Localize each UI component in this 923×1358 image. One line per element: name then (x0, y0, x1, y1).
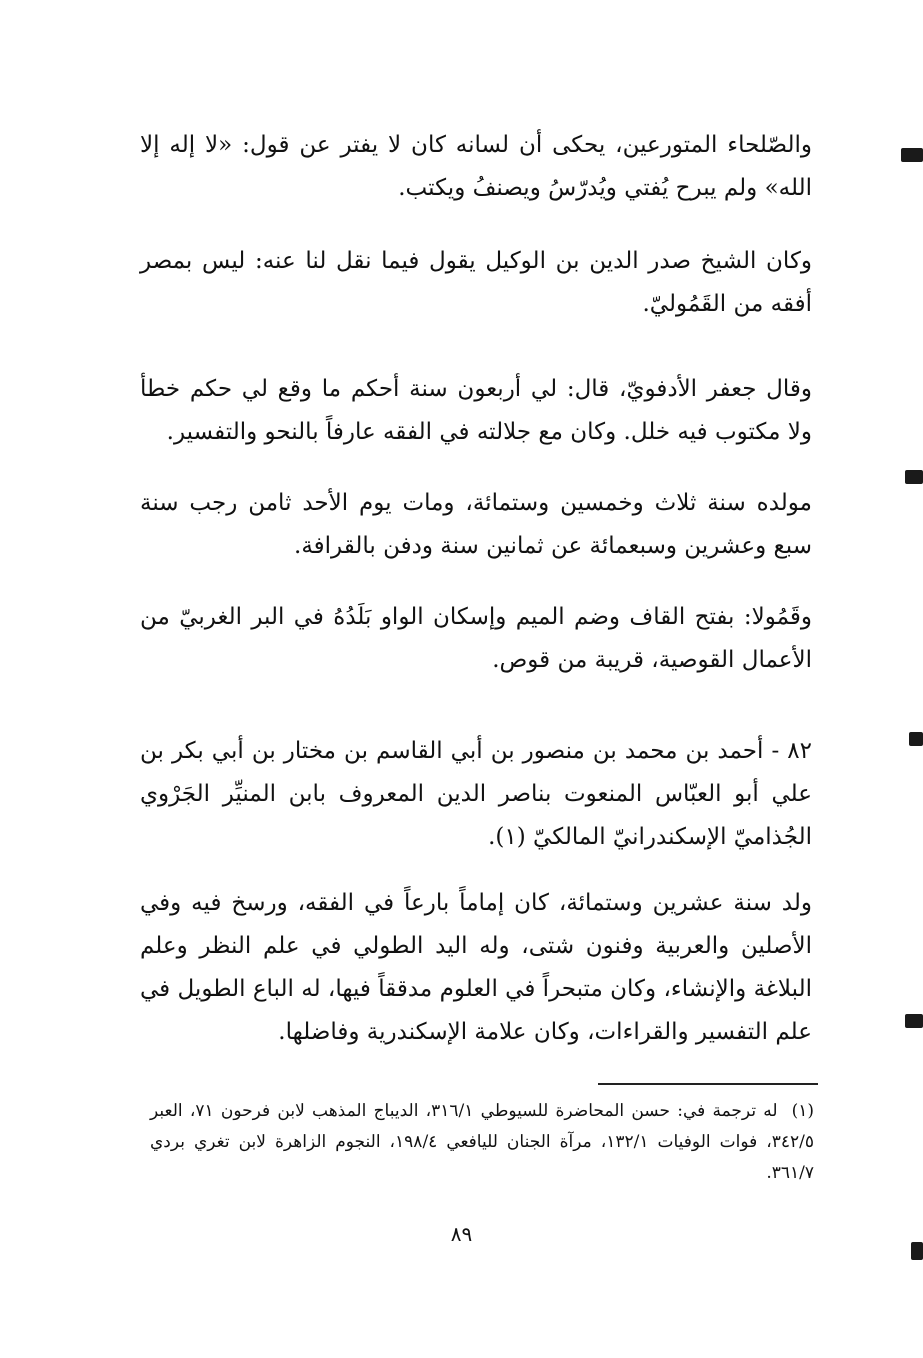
page-number: ٨٩ (450, 1222, 473, 1246)
footnote-number: (١) (791, 1101, 815, 1121)
paragraph-2: وكان الشيخ صدر الدين بن الوكيل يقول فيما نقل لنا عنه: ليس بمصر أفقه من القَمُوليّ. (140, 248, 812, 317)
margin-mark (905, 1014, 923, 1028)
margin-mark (909, 732, 923, 746)
paragraph-5: وقَمُولا: بفتح القاف وضم الميم وإسكان الواو بَلَدُهُ في البر الغربيّ من الأعمال القوصية، قريبة من قوص. (140, 604, 812, 673)
margin-mark (905, 470, 923, 484)
footnote-divider (598, 1083, 818, 1085)
footnote (150, 1096, 814, 1189)
footnote-text: له ترجمة في: حسن المحاضرة للسيوطي ٣١٦/١، الديباج المذهب لابن فرحون ٧١، العبر ٣٤٢/٥، فوات الوفيات ١٣٢/١، مرآة الجنان لليافعي ١٩٨/٤، النجوم الزاهرة لابن تغري بردي ٣٦١/٧. (150, 1101, 814, 1183)
paragraph-4: مولده سنة ثلاث وخمسين وستمائة، ومات يوم الأحد ثامن رجب سنة سبع وعشرين وسبعمائة عن ثمانين سنة ودفن بالقرافة. (140, 490, 812, 559)
paragraph-1: والصّلحاء المتورعين، يحكى أن لسانه كان لا يفتر عن قول: «لا إله إلا الله» ولم يبرح يُفتي ويُدرّسُ ويصنفُ ويكتب. (140, 132, 812, 201)
paragraph-7: ولد سنة عشرين وستمائة، كان إماماً بارعاً في الفقه، ورسخ فيه وفي الأصلين والعربية وفنون شتى، وله اليد الطولي في علم النظر وعلم البلاغة والإنشاء، وكان متبحراً في العلوم مدققاً فيها، له الباع الطويل في علم التفسير والقراءات، وكان علامة الإسكندرية وفاضلها. (140, 890, 812, 1045)
margin-mark (911, 1242, 923, 1260)
biography-entry-heading: ٨٢ - أحمد بن محمد بن منصور بن أبي القاسم بن مختار بن أبي بكر بن علي أبو العبّاس المنعوت بناصر الدين المعروف بابن المنيِّر الجَرْوي الجُذاميّ الإسكندرانيّ المالكيّ (١). (140, 738, 812, 850)
paragraph-3: وقال جعفر الأدفويّ، قال: لي أربعون سنة أحكم ما وقع لي حكم خطأ ولا مكتوب فيه خلل. وكان مع جلالته في الفقه عارفاً بالنحو والتفسير. (140, 376, 812, 445)
margin-mark (901, 148, 923, 162)
